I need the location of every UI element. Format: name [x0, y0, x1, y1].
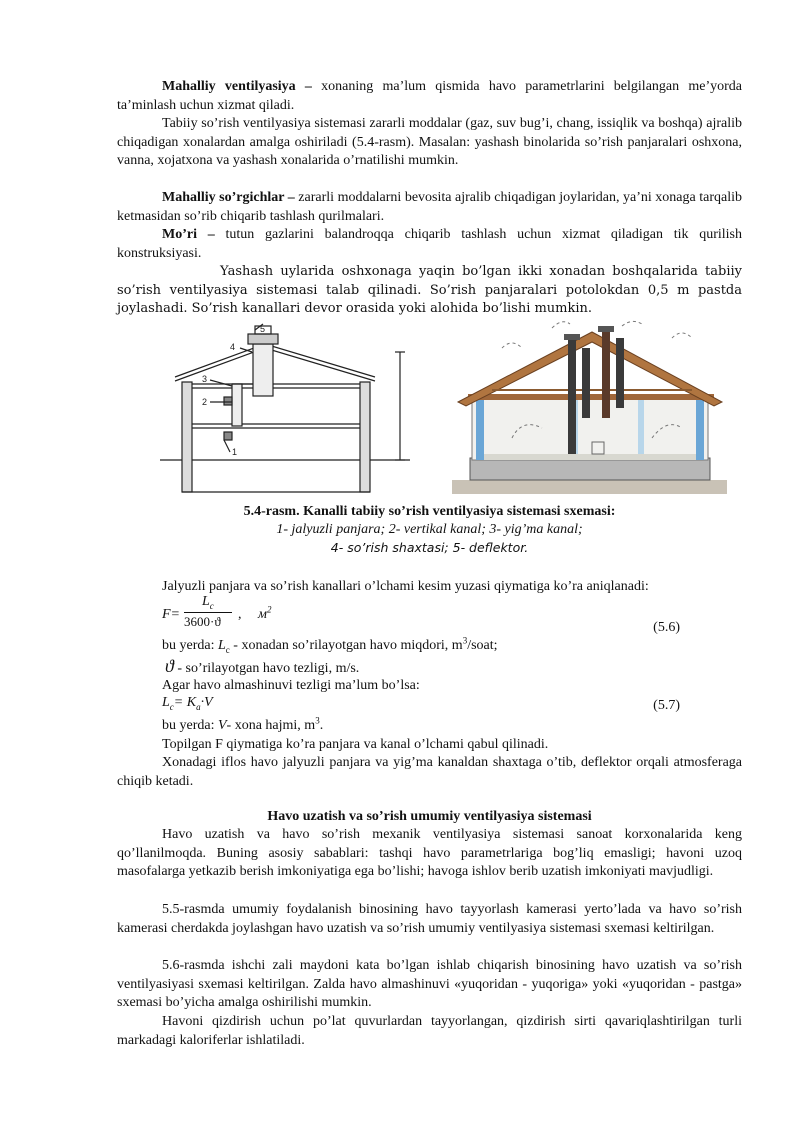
where-lc: bu yerda: $L_c$ - xonadan so’rilayotgan havo miqdori, $m^3$/soat; [162, 635, 498, 655]
paragraph-figure-5-5: 5.5-rasmda umumiy foydalanish binosining havo tayyorlash kamerasi yerto’lada va havo so’rish kamerasi cherdakda joylashgan havo uzatish va so’rish umumiy ventilyasiya sistemasi sxemasi keltirilgan. [117, 902, 742, 936]
paragraph-local-ventilation: Mahalliy ventilyasiya – xonaning ma’lum qismida havo parametrlarini belgilangan me’yorda ta’minlash uchun xizmat qiladi. [117, 79, 742, 113]
label-3: 3 [202, 374, 208, 384]
paragraph-local-extractors: Mahalliy so’rgichlar – zararli moddalarni bevosita ajralib chiqadigan joylaridan, ya’ni xonaga tarqalib ketmasidan so’rib chiqarib tashlash qurilmalari. [117, 190, 742, 224]
paragraph-residential: Yashash uylarida oshxonaga yaqin bo’lgan ikki xonadan boshqalarida tabiiy so’rish ventilyasiya sistemasi talab qilinadi. So’rish panjaralari potolokdan 0,5 m pastda joylashadi. So’rish kanallari devor orasida yoki alohida bo’lishi mumkin. [117, 264, 742, 316]
label-4: 4 [230, 342, 236, 352]
paragraph-dirty-air: Xonadagi iflos havo jalyuzli panjara va yig’ma kanaldan shaxtaga o’tib, deflektor orqali atmosferaga chiqib ketadi. [117, 755, 742, 789]
label-5: 5 [260, 324, 266, 334]
where-velocity: ϑ - so’rilayotgan havo tezligi, m/s. [165, 656, 360, 676]
paragraph-mechanical-ventilation: Havo uzatish va havo so’rish mexanik ventilyasiya sistemasi sanoat korxonalarida keng qo’llanilmoqda. Buning asosiy sabablari: tashqi havo parametrlariga bog’liq emasligi; havoni uzoq masofalarga yetkazib berish imkoniyatiga ega bo’lishi; havoga ishlov berib uzatish imkoniyati mavjudligi. [117, 827, 742, 879]
label-1: 1 [232, 447, 238, 457]
figure-caption-line2: 4- so’rish shaxtasi; 5- deflektor. [330, 540, 529, 555]
paragraph-heaters: Havoni qizdirish uchun po’lat quvurlardan tayyorlangan, qizdirish sirti qavariqlashtirilgan turli markadagi kaloriferlar ishlatiladi. [117, 1014, 742, 1048]
paragraph-natural-exhaust: Tabiiy so’rish ventilyasiya sistemasi zararli moddalar (gaz, suv bug’i, chang, issiqlik va boshqa) ajralib chiqadigan xonalardan amalga oshiriladi (5.4-rasm). Masalan: yashash binolarida so’rish panjaralari oshxona, vanna, xojatxona va yashash xonalarida o’rnatilishi mumkin. [117, 116, 742, 168]
equation-number-5-6: (5.6) [653, 620, 680, 635]
formula-5-7: $L_c= K_a\cdot V$ [162, 695, 213, 712]
label-2: 2 [202, 397, 208, 407]
term-chimney: Mo’ri – [162, 227, 215, 242]
paragraph-size-determination: Jalyuzli panjara va so’rish kanallari o’lchami kesim yuzasi qiymatiga ko’ra aniqlanadi: [162, 579, 649, 594]
formula-5-6: F= $L_c$ 3600·ϑ , $м^2$ [162, 594, 272, 629]
paragraph-chimney: Mo’ri – tutun gazlarini balandroqqa chiqarib tashlash uchun xizmat qiladigan tik qurilish konstruksiyasi. [117, 227, 742, 261]
house-illustration [452, 318, 727, 496]
equation-number-5-7: (5.7) [653, 698, 680, 713]
term-local-extractors: Mahalliy so’rgichlar – [162, 190, 295, 205]
where-volume: bu yerda: V- xona hajmi, $m^3$. [162, 715, 324, 733]
paragraph-air-exchange: Agar havo almashinuvi tezligi ma’lum bo’lsa: [162, 678, 420, 693]
figure-caption-line1: 1- jalyuzli panjara; 2- vertikal kanal; 3- yig’ma kanal; [276, 522, 583, 537]
figure-caption-title: 5.4-rasm. Kanalli tabiiy so’rish ventilyasiya sistemasi sxemasi: [243, 504, 616, 519]
paragraph-accept-size: Topilgan F qiymatiga ko’ra panjara va kanal o’lchami qabul qilinadi. [162, 737, 549, 752]
section-heading: Havo uzatish va so’rish umumiy ventilyasiya sistemasi [267, 809, 592, 824]
section-drawing [160, 322, 415, 494]
term-local-ventilation: Mahalliy ventilyasiya – [162, 79, 312, 94]
paragraph-figure-5-6: 5.6-rasmda ishchi zali maydoni kata bo’lgan ishlab chiqarish binosining havo uzatish va so’rish ventilyasiyasi sxemasi keltirilgan. Zalda havo almashinuvi «yuqoridan - yuqoriga» yoki «yuqoridan - pastga» sxemasi bo’yicha amalga oshirilishi mumkin. [117, 958, 742, 1010]
